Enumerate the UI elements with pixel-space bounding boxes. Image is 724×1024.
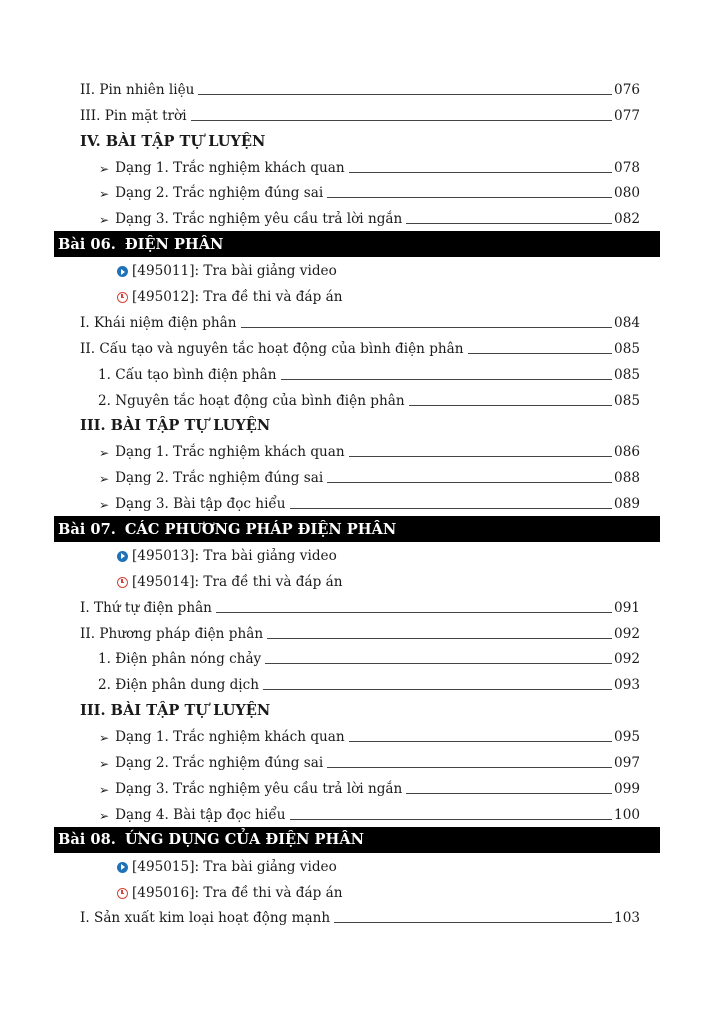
toc-entry-label: 1. Điện phân nóng chảy [98, 651, 262, 668]
toc-entry-label: II. Pin nhiên liệu [80, 81, 195, 98]
toc-page-number: 088 [614, 470, 640, 487]
toc-page-number: 084 [614, 314, 640, 331]
toc-entry-label: Dạng 2. Trắc nghiệm đúng sai [115, 755, 324, 772]
toc-page-number: 095 [614, 729, 640, 746]
resource-label: [495015]: Tra bài giảng video [132, 858, 337, 875]
arrow-bullet-icon: ➢ [99, 731, 110, 746]
arrow-bullet-icon: ➢ [99, 808, 110, 823]
toc-entry-label: 2. Nguyên tắc hoạt động của bình điện phân [98, 392, 405, 409]
toc-entry-label: Dạng 3. Bài tập đọc hiểu [115, 496, 286, 513]
toc-entry-label: II. Cấu tạo và nguyên tắc hoạt động của bình điện phân [80, 340, 464, 357]
toc-page-number: 100 [614, 806, 640, 823]
toc-page-number: 091 [614, 599, 640, 616]
toc-page-number: 092 [614, 625, 640, 642]
section-heading [0, 128, 724, 154]
toc-entry[interactable] [0, 594, 724, 620]
section-heading-label: III. BÀI TẬP TỰ LUYỆN [80, 702, 271, 720]
dot-leader [263, 689, 612, 690]
toc-entry[interactable] [0, 102, 724, 128]
toc-entry-label: Dạng 1. Trắc nghiệm khách quan [115, 159, 345, 176]
toc-entry[interactable] [0, 723, 724, 749]
toc-entry[interactable] [0, 335, 724, 361]
section-heading-label: III. BÀI TẬP TỰ LUYỆN [80, 417, 271, 435]
resource-link[interactable] [0, 879, 724, 905]
toc-entry-label: Dạng 4. Bài tập đọc hiểu [115, 806, 286, 823]
toc-page-number: 080 [614, 185, 640, 202]
video-icon [117, 266, 128, 277]
toc-entry[interactable] [0, 749, 724, 775]
section-heading [0, 697, 724, 723]
dot-leader [327, 197, 612, 198]
chapter-number: Bài 06. [58, 235, 116, 253]
resource-label: [495011]: Tra bài giảng video [132, 263, 337, 280]
dot-leader [198, 94, 612, 95]
resource-link[interactable] [0, 568, 724, 594]
chapter-title: CÁC PHƯƠNG PHÁP ĐIỆN PHÂN [124, 520, 397, 538]
toc-page-number: 093 [614, 677, 640, 694]
toc-entry-label: III. Pin mặt trời [80, 107, 187, 124]
toc-entry[interactable] [0, 154, 724, 180]
toc-entry[interactable] [0, 671, 724, 697]
dot-leader [327, 482, 612, 483]
dot-leader [468, 353, 612, 354]
toc-entry[interactable] [0, 775, 724, 801]
chapter-title: ỨNG DỤNG CỦA ĐIỆN PHÂN [124, 831, 364, 849]
dot-leader [327, 767, 612, 768]
toc-page-number: 085 [614, 392, 640, 409]
section-heading [0, 413, 724, 439]
video-icon [117, 862, 128, 873]
toc-entry[interactable] [0, 646, 724, 672]
toc-page-number: 082 [614, 211, 640, 228]
arrow-bullet-icon: ➢ [99, 213, 110, 228]
toc-entry-label: Dạng 3. Trắc nghiệm yêu cầu trả lời ngắn [115, 780, 403, 797]
chapter-number: Bài 07. [58, 520, 116, 538]
toc-entry[interactable] [0, 361, 724, 387]
toc-page-number: 086 [614, 444, 640, 461]
dot-leader [334, 922, 612, 923]
toc-page-number: 103 [614, 910, 640, 927]
toc-entry-label: 1. Cấu tạo bình điện phân [98, 366, 277, 383]
toc-entry-label: I. Khái niệm điện phân [80, 314, 237, 331]
toc-page-number: 085 [614, 340, 640, 357]
toc-entry[interactable] [0, 76, 724, 102]
toc-page-number: 078 [614, 159, 640, 176]
toc-entry-label: I. Sản xuất kim loại hoạt động mạnh [80, 910, 331, 927]
arrow-bullet-icon: ➢ [99, 472, 110, 487]
dot-leader [191, 120, 612, 121]
toc-entry-label: Dạng 1. Trắc nghiệm khách quan [115, 444, 345, 461]
arrow-bullet-icon: ➢ [99, 187, 110, 202]
toc-entry-label: II. Phương pháp điện phân [80, 625, 264, 642]
toc-entry[interactable] [0, 438, 724, 464]
toc-entry[interactable] [0, 464, 724, 490]
chapter-number: Bài 08. [58, 831, 116, 849]
resource-link[interactable] [0, 853, 724, 879]
toc-page-number: 077 [614, 107, 640, 124]
toc-page-number: 092 [614, 651, 640, 668]
dot-leader [290, 508, 612, 509]
toc-page-number: 099 [614, 780, 640, 797]
dot-leader [281, 379, 612, 380]
arrow-bullet-icon: ➢ [99, 757, 110, 772]
dot-leader [265, 663, 612, 664]
toc-page-number: 085 [614, 366, 640, 383]
resource-link[interactable] [0, 283, 724, 309]
dot-leader [349, 172, 612, 173]
toc-entry[interactable] [0, 620, 724, 646]
arrow-bullet-icon: ➢ [99, 782, 110, 797]
dot-leader [409, 405, 612, 406]
chapter-banner [54, 516, 660, 542]
toc-entry[interactable] [0, 905, 724, 931]
resource-label: [495016]: Tra đề thi và đáp án [132, 884, 343, 901]
dot-leader [349, 456, 612, 457]
resource-link[interactable] [0, 257, 724, 283]
toc-entry[interactable] [0, 801, 724, 827]
toc-entry[interactable] [0, 387, 724, 413]
exam-icon [117, 292, 128, 303]
dot-leader [290, 819, 612, 820]
dot-leader [349, 741, 612, 742]
resource-label: [495012]: Tra đề thi và đáp án [132, 289, 343, 306]
chapter-banner [54, 231, 660, 257]
toc-entry[interactable] [0, 205, 724, 231]
chapter-title: ĐIỆN PHÂN [124, 235, 224, 253]
resource-label: [495014]: Tra đề thi và đáp án [132, 573, 343, 590]
toc-entry-label: Dạng 2. Trắc nghiệm đúng sai [115, 470, 324, 487]
toc-page-number: 076 [614, 81, 640, 98]
dot-leader [406, 223, 612, 224]
arrow-bullet-icon: ➢ [99, 161, 110, 176]
toc-entry[interactable] [0, 309, 724, 335]
toc-entry-label: Dạng 1. Trắc nghiệm khách quan [115, 729, 345, 746]
toc-entry-label: Dạng 2. Trắc nghiệm đúng sai [115, 185, 324, 202]
table-of-contents [0, 76, 724, 930]
exam-icon [117, 888, 128, 899]
toc-entry[interactable] [0, 490, 724, 516]
dot-leader [406, 793, 612, 794]
resource-label: [495013]: Tra bài giảng video [132, 547, 337, 564]
toc-entry-label: 2. Điện phân dung dịch [98, 677, 260, 694]
toc-page-number: 097 [614, 755, 640, 772]
arrow-bullet-icon: ➢ [99, 498, 110, 513]
chapter-banner [54, 827, 660, 853]
exam-icon [117, 577, 128, 588]
video-icon [117, 551, 128, 562]
toc-entry-label: Dạng 3. Trắc nghiệm yêu cầu trả lời ngắn [115, 211, 403, 228]
toc-page-number: 089 [614, 496, 640, 513]
dot-leader [216, 612, 612, 613]
dot-leader [241, 327, 612, 328]
toc-entry-label: I. Thứ tự điện phân [80, 599, 212, 616]
toc-entry[interactable] [0, 180, 724, 206]
section-heading-label: IV. BÀI TẬP TỰ LUYỆN [80, 132, 266, 150]
arrow-bullet-icon: ➢ [99, 446, 110, 461]
resource-link[interactable] [0, 542, 724, 568]
dot-leader [267, 638, 612, 639]
